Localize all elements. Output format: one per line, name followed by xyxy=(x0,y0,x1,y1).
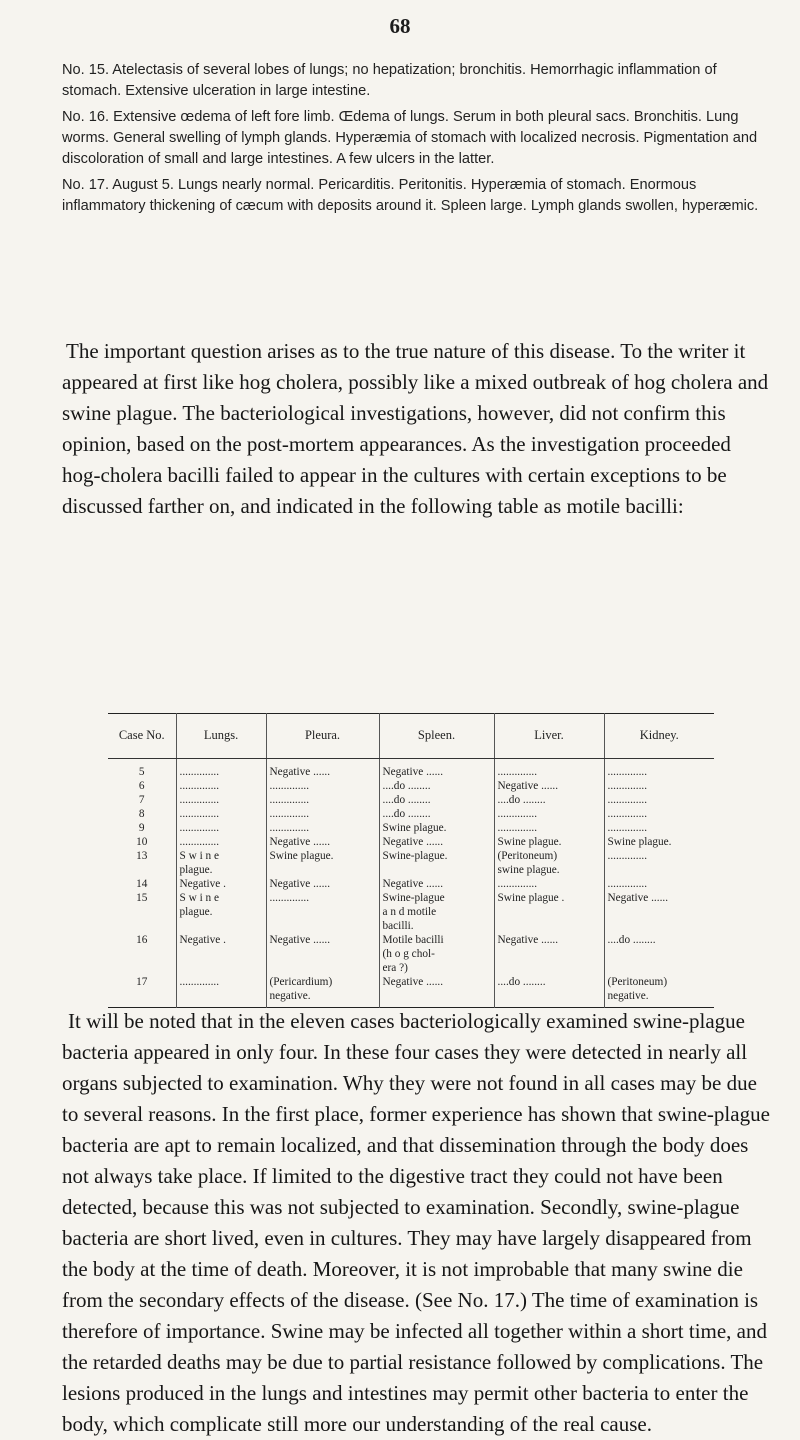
table-row xyxy=(108,759,714,1008)
case-note-16: No. 16. Extensive œdema of left fore limb. Œdema of lungs. Serum in both pleural sacs. Bronchitis. Lung worms. General swelling of lymph glands. Hyperæmia of stomach with localized necrosis. Pigmentation and discoloration of small and large intestines. A few ulcers in the latter. xyxy=(62,109,758,167)
column-header-pleura: Pleura. xyxy=(266,714,379,759)
case-number-column: 5 6 7 8 9 10 13 14 15 16 17 xyxy=(136,766,148,988)
case-note-15: No. 15. Atelectasis of several lobes of lungs; no hepatization; bronchitis. Hemorrhagic inflammation of stomach. Extensive ulceration in large intestine. xyxy=(62,62,717,99)
column-header-kidney: Kidney. xyxy=(604,714,714,759)
column-header-spleen: Spleen. xyxy=(379,714,494,759)
column-header-liver: Liver. xyxy=(494,714,604,759)
case-note-17: No. 17. August 5. Lungs nearly normal. Pericarditis. Peritonitis. Hyperæmia of stomach. Enormous inflammatory thickening of cæcum with deposits around it. Spleen large. Lymph glands swollen, hyperæmic. xyxy=(62,177,759,214)
pleura-column: Negative ...... .............. .............. .............. .............. Negative ...... Swine plague. Negative ...... .............. Negative ...... (Pericardium) negative. xyxy=(266,759,379,1008)
lungs-column: .............. .............. .............. .............. .............. .............. S w i n e plague. Negative . S w i n e plague. Negative . .............. xyxy=(176,759,266,1008)
column-header-lungs: Lungs. xyxy=(176,714,266,759)
liver-column: .............. Negative ...... ....do ........ .............. .............. Swine plague. (Peritoneum) swine plague. .............. Swine plague . Negative ...... ....do ........ xyxy=(494,759,604,1008)
spleen-column: Negative ...... ....do ........ ....do ........ ....do ........ Swine plague. Negative ...... Swine-plague. Negative ...... Swine-plague a n d motile bacilli. Motile bacilli (h o g chol- era ?) Negative ...... xyxy=(379,759,494,1008)
discussion-paragraph: It will be noted that in the eleven cases bacteriologically examined swine-plague bacteria appeared in only four. In these four cases they were detected in nearly all organs subjected to examination. Why they were not found in all cases may be due to several reasons. In the first place, former experience has shown that swine-plague bacteria are apt to remain localized, and that dissemination through the body does not always take place. If limited to the digestive tract they could not have been detected, because this was not subjected to examination. Secondly, swine-plague bacteria are short lived, even in cultures. They may have largely disappeared from the body at the time of death. Moreover, it is not improbable that many swine die from the secondary effects of the disease. (See No. 17.) The time of examination is therefore of importance. Swine may be infected all together within a short time, and the retarded deaths may be due to partial resistance followed by complications. The lesions produced in the lungs and intestines may permit other bacteria to enter the body, which complicate still more our understanding of the real cause. xyxy=(62,1009,770,1436)
page-number: 68 xyxy=(389,14,411,38)
case-notes xyxy=(62,60,762,222)
bacteriological-results-table xyxy=(108,713,714,1008)
column-header-case: Case No. xyxy=(108,714,176,759)
intro-paragraph: The important question arises as to the true nature of this disease. To the writer it appeared at first like hog cholera, possibly like a mixed outbreak of hog cholera and swine plague. The bacteriological investigations, however, did not confirm this opinion, based on the post-mortem appearances. As the investigation proceeded hog-cholera bacilli failed to appear in the cultures with certain exceptions to be discussed farther on, and indicated in the following table as motile bacilli: xyxy=(62,339,769,518)
table-header-row xyxy=(108,714,714,759)
kidney-column: .............. .............. .............. .............. .............. Swine plague. .............. .............. Negative ...... ....do ........ (Peritoneum) negative. xyxy=(604,759,714,1008)
